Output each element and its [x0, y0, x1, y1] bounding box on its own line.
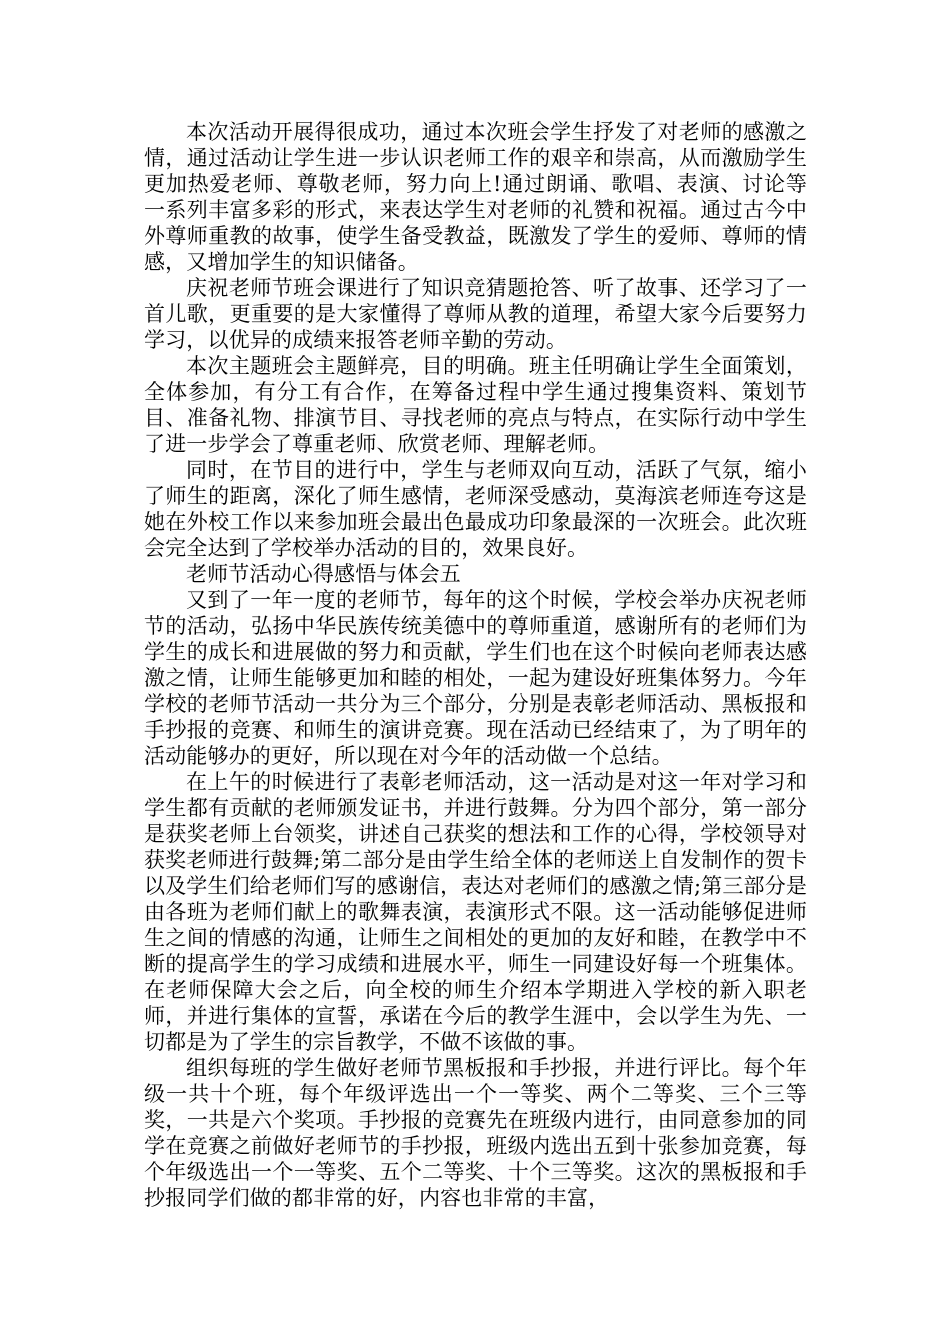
section-title: 老师节活动心得感悟与体会五	[186, 562, 461, 586]
paragraph-class-meeting: 庆祝老师节班会课进行了知识竞猜题抢答、听了故事、还学习了一首儿歌，更重要的是大家懂得了尊师从教的道理，希望大家今后要努力学习，以优异的成绩来报答老师辛勤的劳动。	[144, 276, 807, 352]
paragraph-summary-success: 本次活动开展得很成功，通过本次班会学生抒发了对老师的感激之情，通过活动让学生进一步认识老师工作的艰辛和崇高，从而激励学生更加热爱老师、尊敬老师，努力向上!通过朗诵、歌唱、表演、讨论等一系列丰富多彩的形式，来表达学生对老师的礼赞和祝福。通过古今中外尊师重教的故事，使学生备受教益，既激发了学生的爱师、尊师的情感，又增加学生的知识储备。	[144, 120, 807, 274]
paragraph-interaction: 同时，在节目的进行中，学生与老师双向互动，活跃了气氛，缩小了师生的距离，深化了师生感情，老师深受感动，莫海滨老师连夸这是她在外校工作以来参加班会最出色最成功印象最深的一次班会。此次班会完全达到了学校举办活动的目的，效果良好。	[144, 458, 807, 560]
paragraph-blackboard-contest: 组织每班的学生做好老师节黑板报和手抄报，并进行评比。每个年级一共十个班，每个年级评选出一个一等奖、两个二等奖、三个三等奖，一共是六个奖项。手抄报的竞赛先在班级内进行，由同意参加的同学在竞赛之前做好老师节的手抄报，班级内选出五到十张参加竞赛，每个年级选出一个一等奖、五个二等奖、十个三等奖。这次的黑板报和手抄报同学们做的都非常的好，内容也非常的丰富，	[144, 1056, 807, 1210]
paragraph-theme-meeting: 本次主题班会主题鲜亮，目的明确。班主任明确让学生全面策划，全体参加，有分工有合作，在筹备过程中学生通过搜集资料、策划节目、准备礼物、排演节目、寻找老师的亮点与特点，在实际行动中学生了进一步学会了尊重老师、欣赏老师、理解老师。	[144, 354, 807, 456]
paragraph-commendation: 在上午的时候进行了表彰老师活动，这一活动是对这一年对学习和学生都有贡献的老师颁发证书，并进行鼓舞。分为四个部分，第一部分是获奖老师上台领奖，讲述自己获奖的想法和工作的心得，学校领导对获奖老师进行鼓舞;第二部分是由学生给全体的老师送上自发制作的贺卡以及学生们给老师们写的感谢信，表达对老师们的感激之情;第三部分是由各班为老师们献上的歌舞表演，表演形式不限。这一活动能够促进师生之间的情感的沟通，让师生之间相处的更加的友好和睦，在教学中不断的提高学生的学习成绩和进展水平，师生一同建设好每一个班集体。在老师保障大会之后，向全校的师生介绍本学期进入学校的新入职老师，并进行集体的宣誓，承诺在今后的教学生涯中，会以学生为先、一切都是为了学生的宗旨教学，不做不该做的事。	[144, 770, 807, 1054]
document-page	[144, 119, 807, 1211]
paragraph-teachers-day-intro: 又到了一年一度的老师节，每年的这个时候，学校会举办庆祝老师节的活动，弘扬中华民族传统美德中的尊师重道，感谢所有的老师们为学生的成长和进展做的努力和贡献，学生们也在这个时候向老师表达感激之情，让师生能够更加和睦的相处，一起为建设好班集体努力。今年学校的老师节活动一共分为三个部分，分别是表彰老师活动、黑板报和手抄报的竞赛、和师生的演讲竞赛。现在活动已经结束了，为了明年的活动能够办的更好，所以现在对今年的活动做一个总结。	[144, 588, 807, 768]
